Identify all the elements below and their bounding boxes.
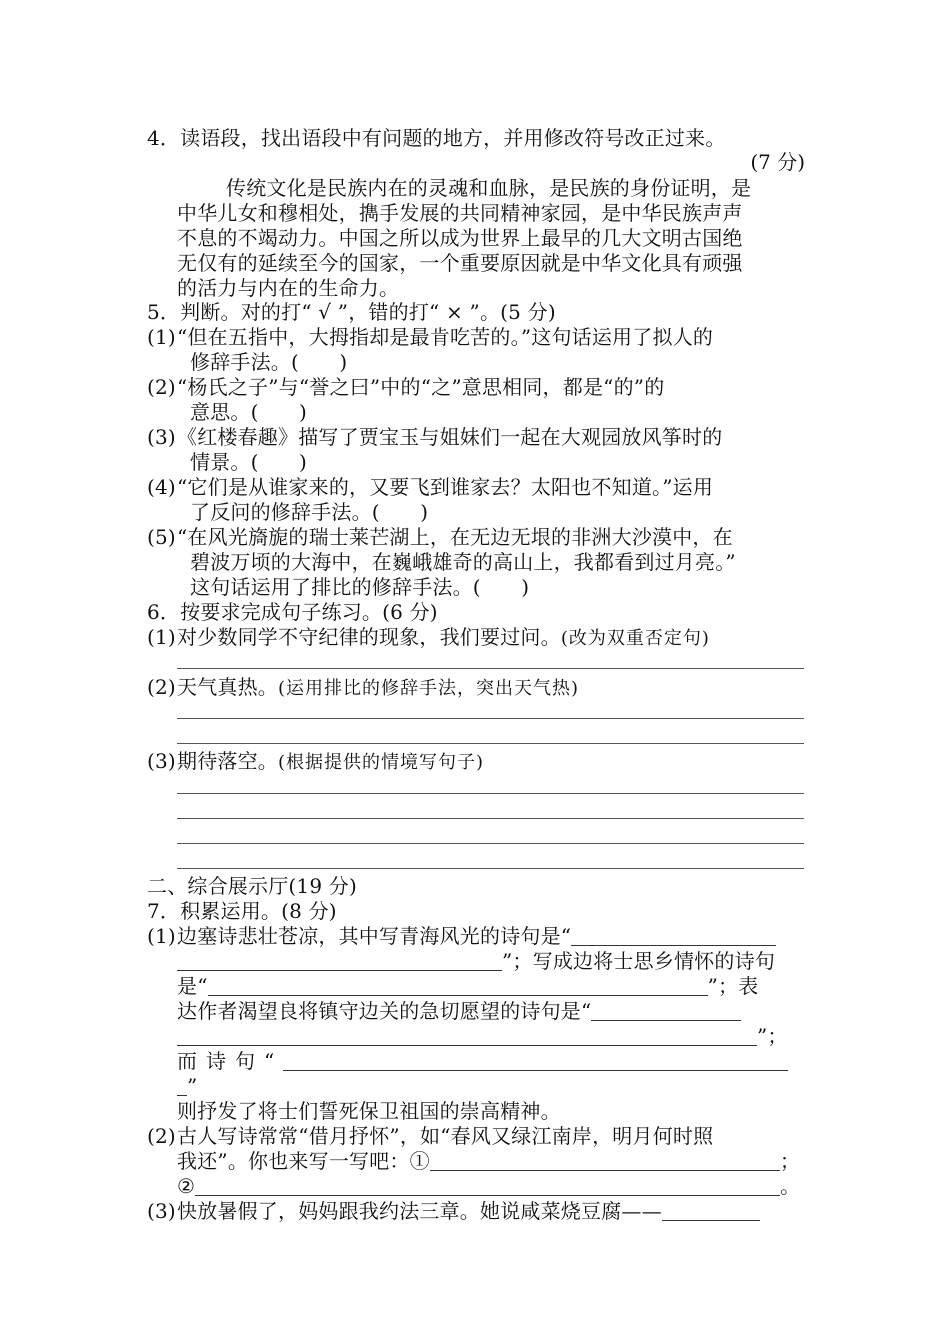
q4-score: (7 分) [750, 150, 805, 174]
fill-blank[interactable] [430, 1150, 780, 1171]
q7-part-1-line-1 [177, 923, 776, 949]
q7-part-3-number: (3) [147, 1199, 176, 1223]
fill-blank[interactable] [571, 925, 776, 946]
q7-part-1-text: ”； [757, 1024, 788, 1048]
q6-item-2-prompt [177, 674, 579, 702]
q7-part-1-text: 而诗句“ [177, 1049, 284, 1073]
q7-part-3-text: 快放暑假了，妈妈跟我约法三章。她说咸菜烧豆腐—— [177, 1199, 662, 1223]
q7-part-1-number: (1) [147, 924, 176, 948]
q5-item-5-text-cont: 碧波万顷的大海中，在巍峨雄奇的高山上，我都看到过月亮。” [190, 550, 736, 574]
fill-blank[interactable] [662, 1200, 760, 1221]
q6-item-3-prompt [177, 748, 484, 776]
fill-blank[interactable] [177, 1025, 757, 1046]
answer-line[interactable] [177, 668, 804, 669]
q7-part-2-line-1: 古人写诗常常“借月抒怀”，如“春风又绿江南岸，明月何时照 [177, 1124, 714, 1148]
q5-item-1-answer[interactable]: 修辞手法。( ) [190, 350, 348, 374]
q7-part-2-text: 我还”。你也来写一写吧：① [177, 1149, 430, 1173]
answer-line[interactable] [177, 843, 804, 844]
answer-line[interactable] [177, 718, 804, 719]
q7-part-3-line-1 [177, 1198, 760, 1224]
answer-line[interactable] [177, 868, 804, 869]
q7-part-1-text: 达作者渴望良将镇守边关的急切愿望的诗句是“ [177, 999, 592, 1023]
q6-item-1-hint: (改为双重否定句) [560, 628, 710, 649]
section-2-title: 二、综合展示厅(19 分) [147, 874, 358, 898]
fill-blank[interactable] [591, 1000, 741, 1021]
q7-part-2-text: 。 [780, 1174, 801, 1198]
q7-part-2-text: ② [177, 1174, 196, 1198]
q6-item-2-hint: (运用排比的修辞手法，突出天气热) [278, 678, 580, 699]
q7-part-2-text: ； [779, 1149, 801, 1173]
q6-item-3-hint: (根据提供的情境写句子) [278, 752, 485, 773]
q4-paragraph-line: 无仅有的延续至今的国家，一个重要原因就是中华文化具有顽强 [177, 251, 743, 275]
q5-item-3-number: (3) [147, 425, 176, 449]
q7-part-1-text: ”；写成边将士思乡情怀的诗句 [502, 949, 776, 973]
q7-part-1-text: ”；表 [707, 974, 759, 998]
q7-part-1-line-7 [177, 1073, 197, 1099]
q4-paragraph-line: 的活力与内在的生命力。 [177, 276, 400, 300]
answer-line[interactable] [177, 793, 804, 794]
q7-part-1-line-5 [177, 1023, 788, 1049]
answer-line[interactable] [177, 818, 804, 819]
q5-item-5-number: (5) [147, 525, 176, 549]
q7-part-2-line-2 [177, 1148, 800, 1174]
fill-blank[interactable] [195, 1175, 780, 1196]
q5-item-5-answer[interactable]: 这句话运用了排比的修辞手法。( ) [190, 575, 530, 599]
q7-part-1-line-8: 则抒发了将士们誓死保卫祖国的崇高精神。 [177, 1099, 561, 1123]
q5-item-2-answer[interactable]: 意思。( ) [190, 400, 308, 424]
q4-paragraph-line: 中华儿女和穆相处，擕手发展的共同精神家园，是中华民族声声 [177, 201, 743, 225]
q5-item-2-text: “杨氏之子”与“誉之曰”中的“之”意思相同，都是“的”的 [177, 375, 665, 399]
fill-blank[interactable] [208, 975, 708, 996]
q7-title: 7．积累运用。(8 分) [147, 899, 337, 923]
q7-part-1-line-4 [177, 998, 741, 1024]
q7-part-1-line-2 [177, 948, 775, 974]
fill-blank[interactable] [177, 1075, 187, 1096]
q6-item-1-text: 对少数同学不守纪律的现象，我们要过问。 [177, 625, 561, 649]
q6-item-3-text: 期待落空。 [177, 749, 278, 773]
q6-item-1-number: (1) [147, 625, 176, 649]
q6-item-2-number: (2) [147, 675, 176, 699]
q7-part-1-text: 是“ [177, 974, 208, 998]
fill-blank[interactable] [177, 950, 502, 971]
q6-item-2-text: 天气真热。 [177, 675, 278, 699]
fill-blank[interactable] [283, 1050, 788, 1071]
q5-item-4-text: “它们是从谁家来的，又要飞到谁家去？太阳也不知道。”运用 [177, 475, 714, 499]
q5-item-1-number: (1) [147, 325, 176, 349]
q5-item-3-answer[interactable]: 情景。( ) [190, 450, 308, 474]
q4-title: 4．读语段，找出语段中有问题的地方，并用修改符号改正过来。 [147, 126, 726, 150]
q5-item-4-number: (4) [147, 475, 176, 499]
q7-part-2-line-3 [177, 1173, 800, 1199]
q5-item-3-text: 《红楼春趣》描写了贾宝玉与姐妹们一起在大观园放风筝时的 [177, 425, 723, 449]
answer-line[interactable] [177, 743, 804, 744]
q4-paragraph-line: 传统文化是民族内在的灵魂和血脉，是民族的身份证明，是 [226, 176, 752, 200]
q5-item-5-text: “在风光旖旎的瑞士莱芒湖上，在无边无垠的非洲大沙漠中，在 [177, 525, 733, 549]
q7-part-1-text: 边塞诗悲壮苍凉，其中写青海风光的诗句是“ [177, 924, 572, 948]
q6-title: 6．按要求完成句子练习。(6 分) [147, 600, 438, 624]
q7-part-1-line-3 [177, 973, 758, 999]
q6-item-3-number: (3) [147, 749, 176, 773]
q5-item-4-answer[interactable]: 了反问的修辞手法。( ) [190, 500, 429, 524]
q6-item-1-prompt [177, 624, 710, 652]
q7-part-1-text: ” [187, 1074, 198, 1098]
q5-item-1-text: “但在五指中，大拇指却是最肯吃苦的。”这句话运用了拟人的 [177, 325, 714, 349]
q4-paragraph-line: 不息的不竭动力。中国之所以成为世界上最早的几大文明古国绝 [177, 226, 743, 250]
q5-title: 5．判断。对的打“ √ ”，错的打“ × ”。(5 分) [147, 300, 556, 324]
q7-part-2-number: (2) [147, 1124, 176, 1148]
q5-item-2-number: (2) [147, 375, 176, 399]
q7-part-1-line-6 [177, 1048, 788, 1074]
